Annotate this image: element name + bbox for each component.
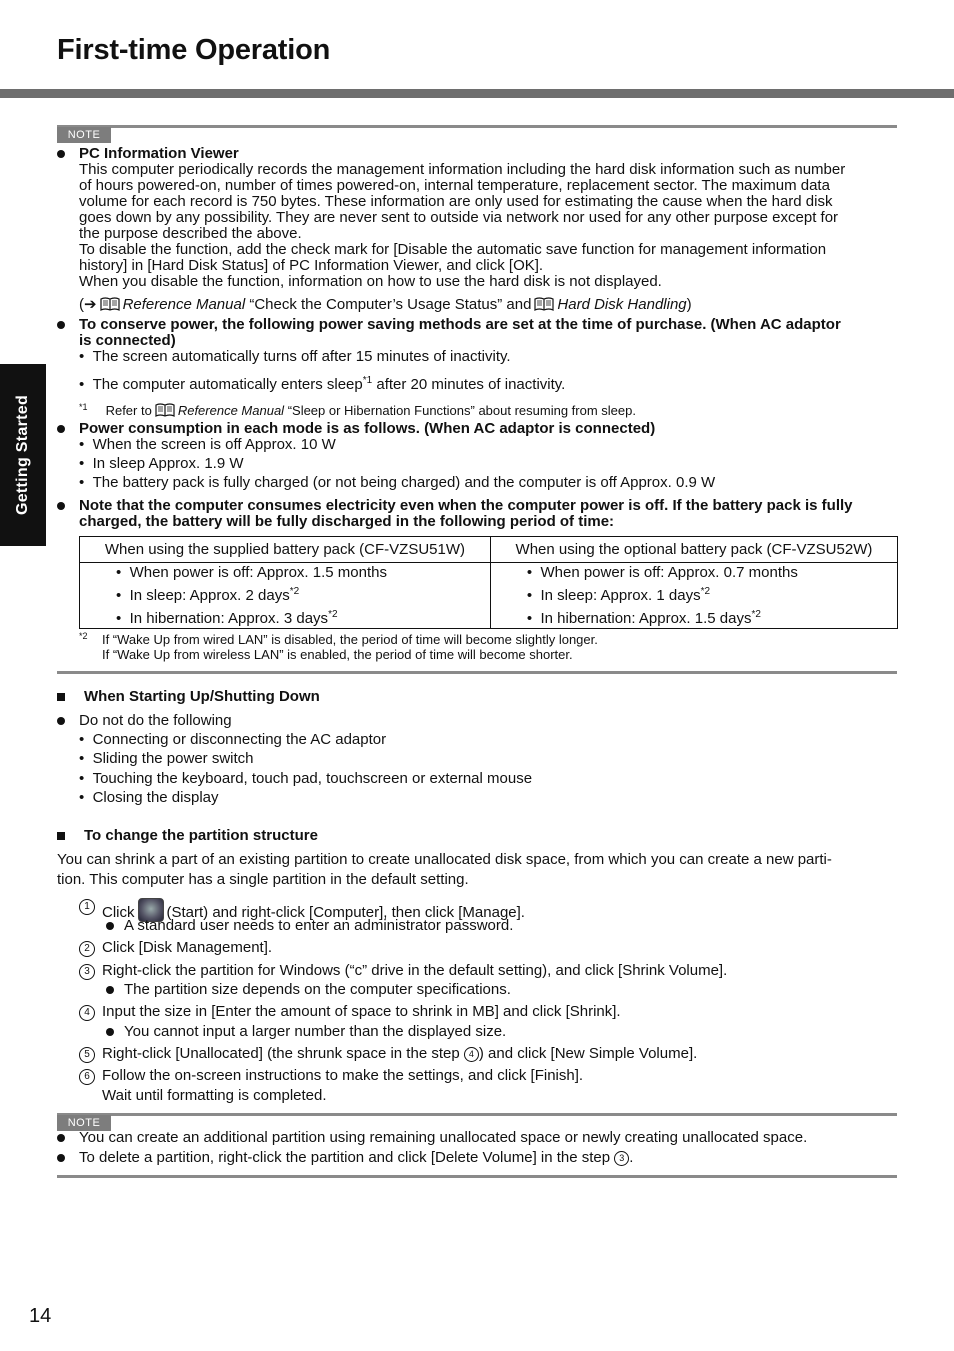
pc-info-line: goes down by any possibility. They are never sent to outside via network nor used for any other purpose except for — [79, 209, 839, 226]
list-item: • When power is off: Approx. 0.7 months — [526, 564, 798, 581]
bullet-icon — [57, 321, 65, 329]
bullet-icon — [106, 1028, 114, 1036]
consumption-heading: Power consumption in each mode is as follows. (When AC adaptor is connected) — [79, 420, 656, 437]
note-bottom-rule — [57, 671, 897, 674]
note-top-rule — [57, 1113, 897, 1116]
list-item: • In hibernation: Approx. 3 days$^{*2}$ — [116, 609, 338, 627]
table-header: When using the supplied battery pack (CF-VZSU51W) — [80, 537, 491, 563]
side-tab-label: Getting Started — [14, 394, 31, 516]
list-item: • The screen automatically turns off after 15 minutes of inactivity. — [79, 348, 511, 365]
step-6-line2: Wait until formatting is completed. — [102, 1087, 327, 1104]
list-item: • Closing the display — [79, 789, 219, 806]
step-ref: 3 — [614, 1151, 629, 1166]
list-item: • When the screen is off Approx. 10 W — [79, 436, 336, 453]
list-item: • The computer automatically enters sleep$^{*1}$ after 20 minutes of inactivity. — [79, 375, 566, 393]
list-item: • In sleep: Approx. 1 days$^{*2}$ — [526, 586, 711, 604]
step-number: 3 — [79, 964, 95, 980]
section-marker-icon — [57, 832, 65, 840]
pc-info-line: volume for each record is 750 bytes. These information are only used for estimating the cause when the hard disk — [79, 193, 833, 210]
hard-disk-handling-link: Hard Disk Handling — [557, 296, 687, 313]
step-number: 4 — [79, 1005, 95, 1021]
bullet-icon — [57, 1154, 65, 1162]
step-5: Right-click [Unallocated] (the shrunk space in the step 4 ) and click [New Simple Volume]. — [102, 1045, 698, 1062]
book-icon — [534, 297, 554, 311]
bullet-icon — [57, 150, 65, 158]
note-top-rule — [57, 125, 897, 128]
page-title: First-time Operation — [57, 34, 331, 66]
step-number: 5 — [79, 1047, 95, 1063]
list-item: • Connecting or disconnecting the AC adaptor — [79, 731, 387, 748]
step-2: Click [Disk Management]. — [102, 939, 273, 956]
step-number: 6 — [79, 1069, 95, 1085]
list-item: • The battery pack is fully charged (or not being charged) and the computer is off Approx. 0.9 W — [79, 474, 716, 491]
bullet-icon — [106, 922, 114, 930]
step-note: The partition size depends on the computer specifications. — [124, 981, 511, 998]
book-icon — [100, 297, 120, 311]
step-number: 2 — [79, 941, 95, 957]
header-bar — [0, 89, 954, 98]
step-note: A standard user needs to enter an administrator password. — [124, 917, 514, 934]
list-item: • Touching the keyboard, touch pad, touchscreen or external mouse — [79, 770, 533, 787]
bullet-icon — [57, 425, 65, 433]
pc-info-line: history] in [Hard Disk Status] of PC Information Viewer, and click [OK]. — [79, 257, 544, 274]
step-4: Input the size in [Enter the amount of space to shrink in MB] and click [Shrink]. — [102, 1003, 621, 1020]
pc-info-line: This computer periodically records the management information including the hard disk information such as number — [79, 161, 846, 178]
section-marker-icon — [57, 693, 65, 701]
footnote: $^{*1}$ Refer to Reference Manual “Sleep or Hibernation Functions” about resuming from sleep. — [79, 402, 636, 418]
partition-intro: tion. This computer has a single partition in the default setting. — [57, 871, 469, 888]
step-number: 1 — [79, 899, 95, 915]
pc-info-line: When you disable the function, information on how to use the hard disk is not displayed. — [79, 273, 662, 290]
note-label: NOTE — [57, 127, 111, 143]
battery-table — [79, 536, 898, 629]
startup-heading: When Starting Up/Shutting Down — [84, 688, 320, 705]
footnote: $^{*2}$ If “Wake Up from wired LAN” is disabled, the period of time will become slightly longer. — [79, 631, 598, 647]
note-item: To delete a partition, right-click the partition and click [Delete Volume] in the step 3 . — [79, 1149, 634, 1166]
partition-heading: To change the partition structure — [84, 827, 318, 844]
step-note: You cannot input a larger number than the displayed size. — [124, 1023, 507, 1040]
list-item: • In sleep: Approx. 2 days$^{*2}$ — [116, 586, 300, 604]
pc-info-line: the purpose described the above. — [79, 225, 302, 242]
page-number: 14 — [29, 1305, 52, 1327]
partition-intro: You can shrink a part of an existing partition to create unallocated disk space, from which you can create a new parti- — [57, 851, 832, 868]
bullet-icon — [57, 717, 65, 725]
list-item: • Sliding the power switch — [79, 750, 254, 767]
bullet-icon — [57, 502, 65, 510]
list-item: • In sleep Approx. 1.9 W — [79, 455, 244, 472]
footnote: If “Wake Up from wireless LAN” is enabled, the period of time will become shorter. — [102, 647, 573, 662]
pc-info-heading: PC Information Viewer — [79, 145, 239, 162]
battery-heading: Note that the computer consumes electricity even when the computer power is off. If the battery pack is fully — [79, 497, 853, 514]
step-3: Right-click the partition for Windows (“c” drive in the default setting), and click [Shrink Volume]. — [102, 962, 728, 979]
step-6: Follow the on-screen instructions to make the settings, and click [Finish]. — [102, 1067, 584, 1084]
note-bottom-rule — [57, 1175, 897, 1178]
note-item: You can create an additional partition using remaining unallocated space or newly creating unallocated space. — [79, 1129, 808, 1146]
table-cell — [80, 563, 491, 629]
pc-info-line: of hours powered-on, number of times powered-on, internal temperature, replacement sector. The maximum data — [79, 177, 830, 194]
bullet-icon — [106, 986, 114, 994]
table-cell — [490, 563, 897, 629]
list-item: • In hibernation: Approx. 1.5 days$^{*2}$ — [526, 609, 761, 627]
reference-manual-link: Reference Manual — [122, 296, 246, 313]
pc-info-line: To disable the function, add the check mark for [Disable the automatic save function for management information — [79, 241, 827, 258]
book-icon — [155, 403, 175, 417]
note-label: NOTE — [57, 1115, 111, 1131]
power-saving-heading: is connected) — [79, 332, 176, 349]
startup-intro: Do not do the following — [79, 712, 232, 729]
battery-heading: charged, the battery will be fully discharged in the following period of time: — [79, 513, 615, 530]
step-ref: 4 — [464, 1047, 479, 1062]
power-saving-heading: To conserve power, the following power saving methods are set at the time of purchase. (When AC adaptor — [79, 316, 841, 333]
step-1: Click (Start) and right-click [Computer], then click [Manage]. — [102, 898, 525, 922]
table-header: When using the optional battery pack (CF-VZSU52W) — [490, 537, 897, 563]
side-tab — [0, 364, 46, 546]
list-item: • When power is off: Approx. 1.5 months — [116, 564, 387, 581]
arrow-icon: ➔ — [84, 296, 97, 313]
bullet-icon — [57, 1134, 65, 1142]
pc-info-reference: (➔ Reference Manual “Check the Computer’s Usage Status” and Hard Disk Handling) — [79, 296, 692, 313]
